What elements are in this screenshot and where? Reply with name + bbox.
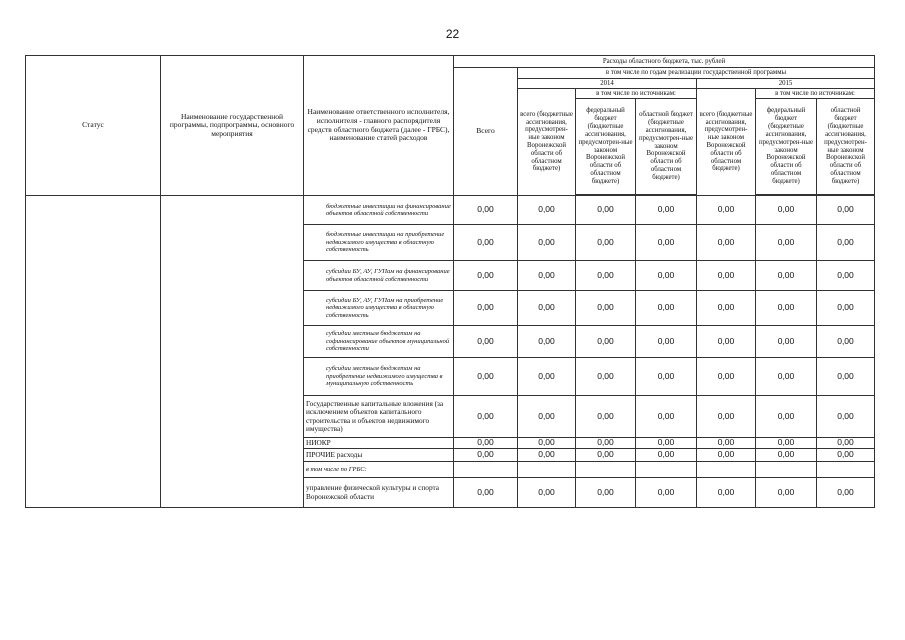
value-cell bbox=[636, 462, 697, 478]
header-2014-federal: федеральный бюджет (бюджетные ассигнования, предусмотрен-ные законом Воронежской области об областном бюджете) bbox=[576, 99, 636, 195]
value-cell: 0,00 bbox=[636, 196, 697, 225]
value-cell bbox=[817, 462, 875, 478]
value-cell: 0,00 bbox=[756, 291, 817, 326]
value-cell: 0,00 bbox=[817, 326, 875, 358]
value-cell: 0,00 bbox=[576, 196, 636, 225]
row-label: Государственные капитальные вложения (за исключением объектов капитального строительства и объектов недвижимого имущества) bbox=[304, 396, 454, 438]
header-year-2014: 2014 bbox=[518, 79, 697, 89]
value-cell: 0,00 bbox=[817, 261, 875, 291]
value-cell: 0,00 bbox=[756, 358, 817, 396]
value-cell: 0,00 bbox=[518, 478, 576, 508]
value-cell: 0,00 bbox=[697, 438, 756, 449]
value-cell: 0,00 bbox=[518, 291, 576, 326]
value-cell: 0,00 bbox=[636, 478, 697, 508]
value-cell: 0,00 bbox=[576, 261, 636, 291]
value-cell: 0,00 bbox=[817, 438, 875, 449]
value-cell: 0,00 bbox=[636, 438, 697, 449]
value-cell: 0,00 bbox=[454, 326, 518, 358]
value-cell: 0,00 bbox=[756, 478, 817, 508]
value-cell: 0,00 bbox=[697, 225, 756, 261]
value-cell: 0,00 bbox=[756, 396, 817, 438]
value-cell: 0,00 bbox=[518, 438, 576, 449]
value-cell: 0,00 bbox=[636, 291, 697, 326]
value-cell: 0,00 bbox=[756, 261, 817, 291]
value-cell: 0,00 bbox=[454, 449, 518, 462]
header-2015-by-sources: в том числе по источникам: bbox=[756, 89, 875, 99]
value-cell: 0,00 bbox=[576, 449, 636, 462]
value-cell: 0,00 bbox=[518, 396, 576, 438]
page-number: 22 bbox=[445, 27, 460, 41]
header-2015-federal: федеральный бюджет (бюджетные ассигнования, предусмотрен-ные законом Воронежской области об областном бюджете) bbox=[756, 99, 817, 195]
value-cell: 0,00 bbox=[636, 326, 697, 358]
value-cell: 0,00 bbox=[636, 358, 697, 396]
row-label: в том числе по ГРБС: bbox=[304, 462, 454, 478]
value-cell: 0,00 bbox=[697, 326, 756, 358]
value-cell: 0,00 bbox=[697, 196, 756, 225]
value-cell: 0,00 bbox=[454, 478, 518, 508]
header-status: Статус bbox=[26, 56, 161, 196]
value-cell bbox=[518, 462, 576, 478]
value-cell bbox=[756, 462, 817, 478]
value-cell bbox=[697, 462, 756, 478]
row-label: управление физической культуры и спорта Воронежской области bbox=[304, 478, 454, 508]
header-2015-total: всего (бюджетные ассигнования, предусмотрен-ные законом Воронежской области об областном бюджете) bbox=[697, 89, 756, 196]
value-cell: 0,00 bbox=[817, 225, 875, 261]
value-cell bbox=[576, 462, 636, 478]
header-expenses-title: Расходы областного бюджета, тыс. рублей bbox=[454, 56, 875, 68]
value-cell: 0,00 bbox=[817, 478, 875, 508]
value-cell: 0,00 bbox=[636, 225, 697, 261]
header-year-2015: 2015 bbox=[697, 79, 875, 89]
value-cell bbox=[454, 462, 518, 478]
header-2015-regional: областной бюджет (бюджетные ассигнования, предусмотрен-ные законом Воронежской области об областном бюджете) bbox=[817, 99, 875, 195]
value-cell: 0,00 bbox=[454, 358, 518, 396]
header-2014-by-sources: в том числе по источникам: bbox=[576, 89, 697, 99]
table-body bbox=[26, 196, 875, 508]
value-cell: 0,00 bbox=[518, 196, 576, 225]
row-label: бюджетные инвестиции на приобретение недвижимого имущества в областную собственность bbox=[304, 225, 454, 261]
row-label: субсидии БУ, АУ, ГУПам на приобретение недвижимого имущества в областную собственность bbox=[304, 291, 454, 326]
value-cell: 0,00 bbox=[454, 396, 518, 438]
row-label: субсидии местным бюджетам на приобретение недвижимого имущества в муниципальную собственность bbox=[304, 358, 454, 396]
budget-table bbox=[25, 55, 875, 508]
value-cell: 0,00 bbox=[756, 225, 817, 261]
value-cell: 0,00 bbox=[454, 261, 518, 291]
table-row bbox=[26, 196, 875, 225]
value-cell: 0,00 bbox=[636, 449, 697, 462]
value-cell: 0,00 bbox=[576, 396, 636, 438]
value-cell: 0,00 bbox=[697, 261, 756, 291]
value-cell: 0,00 bbox=[817, 196, 875, 225]
value-cell: 0,00 bbox=[697, 449, 756, 462]
value-cell: 0,00 bbox=[518, 358, 576, 396]
value-cell: 0,00 bbox=[518, 449, 576, 462]
value-cell: 0,00 bbox=[817, 291, 875, 326]
header-total: Всего bbox=[454, 68, 518, 196]
value-cell: 0,00 bbox=[576, 326, 636, 358]
value-cell: 0,00 bbox=[756, 326, 817, 358]
value-cell: 0,00 bbox=[518, 225, 576, 261]
row-label: субсидии БУ, АУ, ГУПам на финансирование объектов областной собственности bbox=[304, 261, 454, 291]
row-label: субсидии местным бюджетам на софинансирование объектов муниципальной собственности bbox=[304, 326, 454, 358]
value-cell: 0,00 bbox=[576, 438, 636, 449]
value-cell: 0,00 bbox=[576, 478, 636, 508]
value-cell: 0,00 bbox=[817, 449, 875, 462]
header-by-years: в том числе по годам реализации государственной программы bbox=[518, 68, 875, 79]
value-cell: 0,00 bbox=[454, 438, 518, 449]
value-cell: 0,00 bbox=[697, 291, 756, 326]
status-cell bbox=[26, 196, 161, 508]
header-2014-regional: областной бюджет (бюджетные ассигнования, предусмотрен-ные законом Воронежской области об областном бюджете) bbox=[636, 99, 697, 195]
program-cell bbox=[161, 196, 304, 508]
value-cell: 0,00 bbox=[454, 291, 518, 326]
header-executor: Наименование ответственного исполнителя, исполнителя - главного распорядителя средств областного бюджета (далее - ГРБС), наименование статей расходов bbox=[304, 56, 454, 196]
value-cell: 0,00 bbox=[576, 358, 636, 396]
value-cell: 0,00 bbox=[636, 396, 697, 438]
value-cell: 0,00 bbox=[817, 396, 875, 438]
value-cell: 0,00 bbox=[576, 225, 636, 261]
value-cell: 0,00 bbox=[454, 225, 518, 261]
value-cell: 0,00 bbox=[756, 196, 817, 225]
value-cell: 0,00 bbox=[756, 438, 817, 449]
header-2014-total: всего (бюджетные ассигнования, предусмотрен-ные законом Воронежской области об областном бюджете) bbox=[518, 89, 576, 196]
row-label: бюджетные инвестиции на финансирование объектов областной собственности bbox=[304, 196, 454, 225]
value-cell: 0,00 bbox=[697, 358, 756, 396]
value-cell: 0,00 bbox=[636, 261, 697, 291]
row-label: ПРОЧИЕ расходы bbox=[304, 449, 454, 462]
row-label: НИОКР bbox=[304, 438, 454, 449]
value-cell: 0,00 bbox=[518, 261, 576, 291]
value-cell: 0,00 bbox=[518, 326, 576, 358]
value-cell: 0,00 bbox=[817, 358, 875, 396]
header-program-name: Наименование государственной программы, подпрограммы, основного мероприятия bbox=[161, 56, 304, 196]
value-cell: 0,00 bbox=[576, 291, 636, 326]
value-cell: 0,00 bbox=[756, 449, 817, 462]
value-cell: 0,00 bbox=[454, 196, 518, 225]
value-cell: 0,00 bbox=[697, 478, 756, 508]
value-cell: 0,00 bbox=[697, 396, 756, 438]
